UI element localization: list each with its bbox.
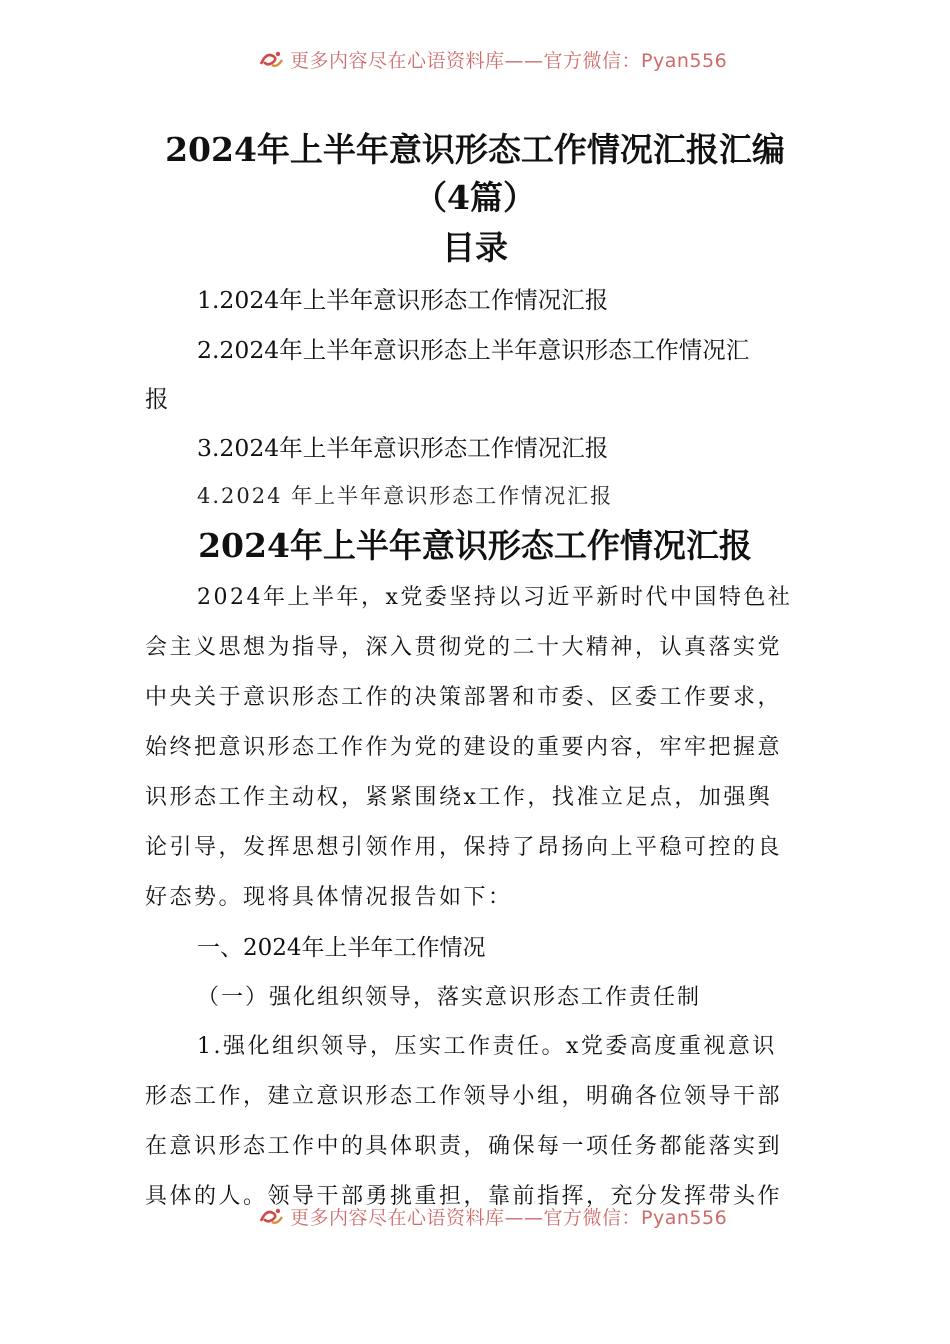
paragraph-line: 具体的人。领导干部勇挑重担，靠前指挥，充分发挥带头作 <box>145 1184 783 1209</box>
document-title-line2: （4篇） <box>414 178 536 217</box>
watermark-banner-bottom <box>0 1203 950 1239</box>
toc-item-1: 1.2024年上半年意识形态工作情况汇报 <box>197 286 609 314</box>
paragraph-line: 在意识形态工作中的具体职责，确保每一项任务都能落实到 <box>145 1134 783 1159</box>
paragraph-line: 好态势。现将具体情况报告如下： <box>145 885 513 910</box>
heading-level1: 一、2024年上半年工作情况 <box>197 935 486 961</box>
paragraph-line: 会主义思想为指导，深入贯彻党的二十大精神，认真落实党 <box>145 635 783 660</box>
paragraph-line: 论引导，发挥思想引领作用，保持了昂扬向上平稳可控的良 <box>145 835 783 860</box>
document-title-line1: 2024年上半年意识形态工作情况汇报汇编 <box>165 130 785 169</box>
watermark-text: 更多内容尽在心语资料库——官方微信：Pyan556 <box>290 50 728 72</box>
toc-item-4: 4.2024 年上半年意识形态工作情况汇报 <box>197 484 614 508</box>
paragraph-line: 中央关于意识形态工作的决策部署和市委、区委工作要求， <box>145 685 783 710</box>
watermark-logo-icon <box>258 50 284 70</box>
watermark-banner-top <box>0 50 950 86</box>
paragraph-line: 始终把意识形态工作作为党的建设的重要内容，牢牢把握意 <box>145 735 783 760</box>
watermark-logo-icon <box>258 1205 284 1227</box>
toc-title: 目录 <box>442 228 508 267</box>
paragraph-line: 2024年上半年，x党委坚持以习近平新时代中国特色社 <box>197 585 793 610</box>
heading-level2: （一）强化组织领导，落实意识形态工作责任制 <box>197 985 702 1010</box>
paragraph-line: 1.强化组织领导，压实工作责任。x党委高度重视意识 <box>197 1034 777 1059</box>
watermark-text: 更多内容尽在心语资料库——官方微信：Pyan556 <box>290 1206 728 1229</box>
paragraph-line: 形态工作，建立意识形态工作领导小组，明确各位领导干部 <box>145 1084 783 1109</box>
toc-item-2-continued: 报 <box>145 385 169 413</box>
toc-item-3: 3.2024年上半年意识形态工作情况汇报 <box>197 434 609 462</box>
section-title: 2024年上半年意识形态工作情况汇报 <box>198 526 752 565</box>
toc-item-2: 2.2024年上半年意识形态上半年意识形态工作情况汇 <box>197 336 750 364</box>
paragraph-line: 识形态工作主动权，紧紧围绕x工作，找准立足点，加强舆 <box>145 785 773 810</box>
